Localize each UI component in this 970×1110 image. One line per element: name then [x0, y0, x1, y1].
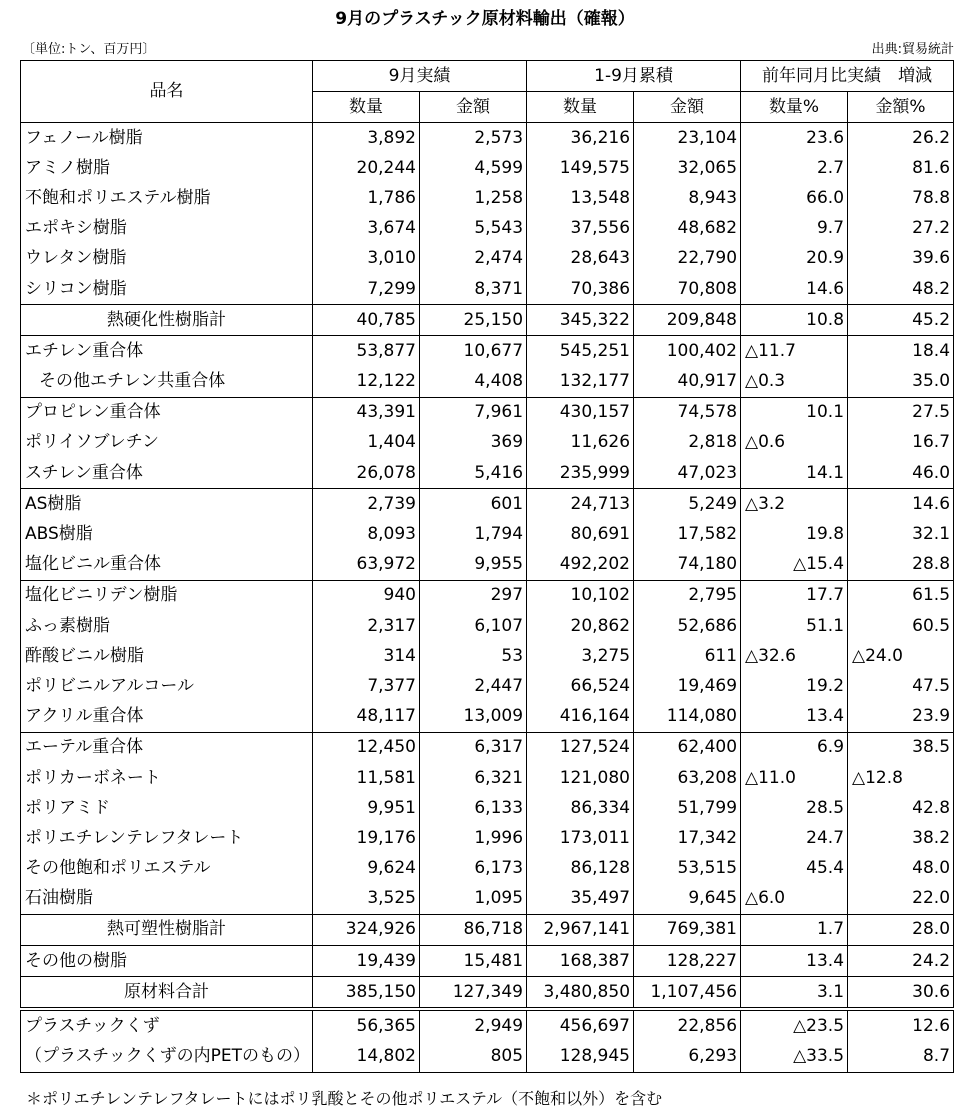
month-amount-cell: 15,481: [420, 946, 527, 977]
cum-amount-cell: 17,342: [634, 823, 741, 853]
table-row: [21, 123, 954, 154]
table-row: [21, 550, 954, 581]
cum-qty-cell: 456,697: [527, 1009, 634, 1041]
month-amount-cell: 369: [420, 428, 527, 458]
month-qty-cell: 9,624: [313, 854, 420, 884]
amount-pct-cell: 26.2: [848, 123, 954, 154]
cum-amount-cell: 51,799: [634, 793, 741, 823]
amount-pct-cell: 32.1: [848, 519, 954, 549]
table-row: [21, 641, 954, 671]
header-cum-amount: 金額: [634, 92, 741, 123]
table-row: [21, 428, 954, 458]
month-qty-cell: 56,365: [313, 1009, 420, 1041]
qty-pct-cell: 51.1: [741, 611, 848, 641]
qty-pct-cell: 45.4: [741, 854, 848, 884]
item-name-cell: 塩化ビニリデン樹脂: [21, 580, 313, 611]
amount-pct-cell: 24.2: [848, 946, 954, 977]
cum-amount-cell: 63,208: [634, 763, 741, 793]
amount-pct-cell: 42.8: [848, 793, 954, 823]
amount-pct-cell: 39.6: [848, 244, 954, 274]
month-amount-cell: 9,955: [420, 550, 527, 581]
month-amount-cell: 1,095: [420, 884, 527, 915]
table-row: [21, 671, 954, 701]
month-amount-cell: 4,599: [420, 153, 527, 183]
cum-qty-cell: 36,216: [527, 123, 634, 154]
month-qty-cell: 48,117: [313, 702, 420, 733]
item-name-cell: その他エチレン共重合体: [21, 367, 313, 398]
amount-pct-cell: 45.2: [848, 305, 954, 336]
cum-amount-cell: 114,080: [634, 702, 741, 733]
month-qty-cell: 12,122: [313, 367, 420, 398]
month-qty-cell: 2,317: [313, 611, 420, 641]
cum-qty-cell: 235,999: [527, 458, 634, 489]
item-name-cell: エポキシ樹脂: [21, 214, 313, 244]
table-row: [21, 336, 954, 367]
cum-amount-cell: 2,818: [634, 428, 741, 458]
header-month-amount: 金額: [420, 92, 527, 123]
qty-pct-cell: △3.2: [741, 489, 848, 520]
item-name-cell: フェノール樹脂: [21, 123, 313, 154]
amount-pct-cell: 14.6: [848, 489, 954, 520]
item-name-cell: エーテル重合体: [21, 732, 313, 763]
table-row: [21, 854, 954, 884]
qty-pct-cell: △11.0: [741, 763, 848, 793]
cum-qty-cell: 2,967,141: [527, 914, 634, 945]
amount-pct-cell: 81.6: [848, 153, 954, 183]
table-row: [21, 153, 954, 183]
item-name-cell: ウレタン樹脂: [21, 244, 313, 274]
table-row: [21, 884, 954, 915]
cum-amount-cell: 6,293: [634, 1042, 741, 1073]
qty-pct-cell: 20.9: [741, 244, 848, 274]
month-qty-cell: 40,785: [313, 305, 420, 336]
amount-pct-cell: 38.5: [848, 732, 954, 763]
month-qty-cell: 3,010: [313, 244, 420, 274]
cum-qty-cell: 13,548: [527, 183, 634, 213]
cum-qty-cell: 86,128: [527, 854, 634, 884]
cum-qty-cell: 492,202: [527, 550, 634, 581]
qty-pct-cell: 23.6: [741, 123, 848, 154]
month-amount-cell: 127,349: [420, 977, 527, 1010]
month-amount-cell: 2,573: [420, 123, 527, 154]
amount-pct-cell: 46.0: [848, 458, 954, 489]
header-group-month: 9月実績: [313, 61, 527, 92]
item-name-cell: 石油樹脂: [21, 884, 313, 915]
cum-qty-cell: 128,945: [527, 1042, 634, 1073]
table-row: [21, 823, 954, 853]
amount-pct-cell: △24.0: [848, 641, 954, 671]
cum-amount-cell: 9,645: [634, 884, 741, 915]
cum-qty-cell: 20,862: [527, 611, 634, 641]
item-name-cell: AS樹脂: [21, 489, 313, 520]
cum-qty-cell: 149,575: [527, 153, 634, 183]
month-qty-cell: 3,674: [313, 214, 420, 244]
month-qty-cell: 11,581: [313, 763, 420, 793]
month-qty-cell: 63,972: [313, 550, 420, 581]
item-name-cell: プラスチックくず: [21, 1009, 313, 1041]
qty-pct-cell: △32.6: [741, 641, 848, 671]
table-row: [21, 397, 954, 428]
cum-amount-cell: 74,578: [634, 397, 741, 428]
cum-amount-cell: 2,795: [634, 580, 741, 611]
cum-qty-cell: 10,102: [527, 580, 634, 611]
month-qty-cell: 12,450: [313, 732, 420, 763]
qty-pct-cell: 14.6: [741, 274, 848, 305]
month-qty-cell: 314: [313, 641, 420, 671]
month-amount-cell: 4,408: [420, 367, 527, 398]
cum-amount-cell: 40,917: [634, 367, 741, 398]
month-amount-cell: 86,718: [420, 914, 527, 945]
table-row: [21, 489, 954, 520]
month-amount-cell: 601: [420, 489, 527, 520]
cum-qty-cell: 24,713: [527, 489, 634, 520]
table-row: [21, 244, 954, 274]
table-row: [21, 793, 954, 823]
month-qty-cell: 26,078: [313, 458, 420, 489]
page-title: 9月のプラスチック原材料輸出（確報）: [335, 9, 635, 29]
amount-pct-cell: 48.0: [848, 854, 954, 884]
month-qty-cell: 1,404: [313, 428, 420, 458]
cum-qty-cell: 545,251: [527, 336, 634, 367]
table-row: [21, 183, 954, 213]
qty-pct-cell: △11.7: [741, 336, 848, 367]
cum-qty-cell: 11,626: [527, 428, 634, 458]
item-name-cell: アミノ樹脂: [21, 153, 313, 183]
amount-pct-cell: 28.0: [848, 914, 954, 945]
amount-pct-cell: 47.5: [848, 671, 954, 701]
item-name-cell: ポリビニルアルコール: [21, 671, 313, 701]
month-qty-cell: 2,739: [313, 489, 420, 520]
header-month-qty: 数量: [313, 92, 420, 123]
month-amount-cell: 6,321: [420, 763, 527, 793]
amount-pct-cell: 18.4: [848, 336, 954, 367]
table-row: [21, 732, 954, 763]
qty-pct-cell: 13.4: [741, 946, 848, 977]
item-name-cell: ポリイソブレチン: [21, 428, 313, 458]
qty-pct-cell: 1.7: [741, 914, 848, 945]
cum-qty-cell: 345,322: [527, 305, 634, 336]
month-amount-cell: 25,150: [420, 305, 527, 336]
amount-pct-cell: 38.2: [848, 823, 954, 853]
table-row: [21, 458, 954, 489]
item-name-cell: エチレン重合体: [21, 336, 313, 367]
qty-pct-cell: △0.6: [741, 428, 848, 458]
qty-pct-cell: △6.0: [741, 884, 848, 915]
month-amount-cell: 2,447: [420, 671, 527, 701]
cum-amount-cell: 70,808: [634, 274, 741, 305]
cum-amount-cell: 100,402: [634, 336, 741, 367]
cum-amount-cell: 62,400: [634, 732, 741, 763]
month-qty-cell: 19,176: [313, 823, 420, 853]
month-amount-cell: 10,677: [420, 336, 527, 367]
month-amount-cell: 1,794: [420, 519, 527, 549]
qty-pct-cell: 10.1: [741, 397, 848, 428]
qty-pct-cell: 2.7: [741, 153, 848, 183]
item-name-cell: 原材料合計: [21, 977, 313, 1010]
month-qty-cell: 8,093: [313, 519, 420, 549]
export-table: [20, 60, 954, 1073]
table-row: [21, 702, 954, 733]
month-amount-cell: 5,416: [420, 458, 527, 489]
amount-pct-cell: △12.8: [848, 763, 954, 793]
cum-amount-cell: 5,249: [634, 489, 741, 520]
table-row: [21, 305, 954, 336]
month-qty-cell: 14,802: [313, 1042, 420, 1073]
table-row: [21, 519, 954, 549]
cum-qty-cell: 28,643: [527, 244, 634, 274]
cum-amount-cell: 209,848: [634, 305, 741, 336]
cum-qty-cell: 86,334: [527, 793, 634, 823]
cum-amount-cell: 1,107,456: [634, 977, 741, 1010]
table-row: [21, 611, 954, 641]
cum-qty-cell: 66,524: [527, 671, 634, 701]
qty-pct-cell: △15.4: [741, 550, 848, 581]
header-item-name: 品名: [21, 61, 313, 123]
month-amount-cell: 13,009: [420, 702, 527, 733]
cum-qty-cell: 37,556: [527, 214, 634, 244]
month-amount-cell: 6,107: [420, 611, 527, 641]
amount-pct-cell: 35.0: [848, 367, 954, 398]
header-group-cumulative: 1-9月累積: [527, 61, 741, 92]
month-amount-cell: 6,173: [420, 854, 527, 884]
amount-pct-cell: 48.2: [848, 274, 954, 305]
month-qty-cell: 9,951: [313, 793, 420, 823]
month-qty-cell: 19,439: [313, 946, 420, 977]
month-amount-cell: 1,996: [420, 823, 527, 853]
month-qty-cell: 1,786: [313, 183, 420, 213]
amount-pct-cell: 30.6: [848, 977, 954, 1010]
cum-amount-cell: 52,686: [634, 611, 741, 641]
qty-pct-cell: 14.1: [741, 458, 848, 489]
qty-pct-cell: △33.5: [741, 1042, 848, 1073]
source-note: 出典:貿易統計: [871, 42, 954, 57]
amount-pct-cell: 27.2: [848, 214, 954, 244]
cum-amount-cell: 769,381: [634, 914, 741, 945]
cum-qty-cell: 70,386: [527, 274, 634, 305]
item-name-cell: 塩化ビニル重合体: [21, 550, 313, 581]
table-row: [21, 214, 954, 244]
cum-amount-cell: 32,065: [634, 153, 741, 183]
table-body: [21, 123, 954, 1073]
item-name-cell: シリコン樹脂: [21, 274, 313, 305]
cum-amount-cell: 611: [634, 641, 741, 671]
item-name-cell: スチレン重合体: [21, 458, 313, 489]
table-row: [21, 914, 954, 945]
item-name-cell: その他飽和ポリエステル: [21, 854, 313, 884]
qty-pct-cell: 10.8: [741, 305, 848, 336]
month-qty-cell: 385,150: [313, 977, 420, 1010]
qty-pct-cell: 17.7: [741, 580, 848, 611]
cum-amount-cell: 22,856: [634, 1009, 741, 1041]
month-qty-cell: 20,244: [313, 153, 420, 183]
month-amount-cell: 8,371: [420, 274, 527, 305]
cum-amount-cell: 17,582: [634, 519, 741, 549]
item-name-cell: 不飽和ポリエステル樹脂: [21, 183, 313, 213]
table-row: [21, 946, 954, 977]
cum-amount-cell: 22,790: [634, 244, 741, 274]
qty-pct-cell: 24.7: [741, 823, 848, 853]
qty-pct-cell: 19.2: [741, 671, 848, 701]
cum-qty-cell: 3,480,850: [527, 977, 634, 1010]
amount-pct-cell: 16.7: [848, 428, 954, 458]
cum-amount-cell: 23,104: [634, 123, 741, 154]
month-amount-cell: 53: [420, 641, 527, 671]
cum-amount-cell: 53,515: [634, 854, 741, 884]
cum-amount-cell: 48,682: [634, 214, 741, 244]
header-qty-pct: 数量%: [741, 92, 848, 123]
qty-pct-cell: △0.3: [741, 367, 848, 398]
unit-note: 〔単位:トン、百万円〕: [22, 42, 156, 57]
cum-qty-cell: 168,387: [527, 946, 634, 977]
amount-pct-cell: 12.6: [848, 1009, 954, 1041]
cum-amount-cell: 74,180: [634, 550, 741, 581]
qty-pct-cell: △23.5: [741, 1009, 848, 1041]
item-name-cell: その他の樹脂: [21, 946, 313, 977]
table-row: [21, 580, 954, 611]
amount-pct-cell: 78.8: [848, 183, 954, 213]
month-qty-cell: 53,877: [313, 336, 420, 367]
month-qty-cell: 3,892: [313, 123, 420, 154]
month-amount-cell: 1,258: [420, 183, 527, 213]
month-qty-cell: 324,926: [313, 914, 420, 945]
qty-pct-cell: 13.4: [741, 702, 848, 733]
item-name-cell: アクリル重合体: [21, 702, 313, 733]
month-amount-cell: 7,961: [420, 397, 527, 428]
table-row: [21, 1009, 954, 1041]
month-qty-cell: 43,391: [313, 397, 420, 428]
item-name-cell: 熱硬化性樹脂計: [21, 305, 313, 336]
cum-amount-cell: 19,469: [634, 671, 741, 701]
qty-pct-cell: 66.0: [741, 183, 848, 213]
amount-pct-cell: 22.0: [848, 884, 954, 915]
table-row: [21, 274, 954, 305]
cum-qty-cell: 173,011: [527, 823, 634, 853]
header-cum-qty: 数量: [527, 92, 634, 123]
item-name-cell: ポリエチレンテレフタレート: [21, 823, 313, 853]
footnote: ＊ポリエチレンテレフタレートにはポリ乳酸とその他ポリエステル（不飽和以外）を含む: [26, 1089, 663, 1108]
table-row: [21, 763, 954, 793]
qty-pct-cell: 3.1: [741, 977, 848, 1010]
month-amount-cell: 5,543: [420, 214, 527, 244]
month-amount-cell: 805: [420, 1042, 527, 1073]
cum-amount-cell: 47,023: [634, 458, 741, 489]
month-amount-cell: 2,949: [420, 1009, 527, 1041]
cum-qty-cell: 35,497: [527, 884, 634, 915]
month-amount-cell: 6,133: [420, 793, 527, 823]
month-amount-cell: 6,317: [420, 732, 527, 763]
amount-pct-cell: 28.8: [848, 550, 954, 581]
cum-qty-cell: 80,691: [527, 519, 634, 549]
cum-amount-cell: 128,227: [634, 946, 741, 977]
table-row: [21, 367, 954, 398]
qty-pct-cell: 9.7: [741, 214, 848, 244]
item-name-cell: プロピレン重合体: [21, 397, 313, 428]
cum-qty-cell: 430,157: [527, 397, 634, 428]
amount-pct-cell: 8.7: [848, 1042, 954, 1073]
item-name-cell: 酢酸ビニル樹脂: [21, 641, 313, 671]
amount-pct-cell: 60.5: [848, 611, 954, 641]
amount-pct-cell: 23.9: [848, 702, 954, 733]
amount-pct-cell: 27.5: [848, 397, 954, 428]
amount-pct-cell: 61.5: [848, 580, 954, 611]
item-name-cell: ポリカーボネート: [21, 763, 313, 793]
cum-qty-cell: 121,080: [527, 763, 634, 793]
month-amount-cell: 2,474: [420, 244, 527, 274]
month-qty-cell: 940: [313, 580, 420, 611]
qty-pct-cell: 28.5: [741, 793, 848, 823]
header-group-yoy: 前年同月比実績 増減: [741, 61, 954, 92]
qty-pct-cell: 19.8: [741, 519, 848, 549]
item-name-cell: 熱可塑性樹脂計: [21, 914, 313, 945]
item-name-cell: （プラスチックくずの内PETのもの）: [21, 1042, 313, 1073]
item-name-cell: ふっ素樹脂: [21, 611, 313, 641]
month-qty-cell: 7,377: [313, 671, 420, 701]
table-row: [21, 977, 954, 1010]
cum-amount-cell: 8,943: [634, 183, 741, 213]
cum-qty-cell: 3,275: [527, 641, 634, 671]
month-amount-cell: 297: [420, 580, 527, 611]
header-amount-pct: 金額%: [848, 92, 954, 123]
qty-pct-cell: 6.9: [741, 732, 848, 763]
month-qty-cell: 7,299: [313, 274, 420, 305]
table-row: [21, 1042, 954, 1073]
item-name-cell: ABS樹脂: [21, 519, 313, 549]
cum-qty-cell: 132,177: [527, 367, 634, 398]
cum-qty-cell: 127,524: [527, 732, 634, 763]
item-name-cell: ポリアミド: [21, 793, 313, 823]
month-qty-cell: 3,525: [313, 884, 420, 915]
cum-qty-cell: 416,164: [527, 702, 634, 733]
